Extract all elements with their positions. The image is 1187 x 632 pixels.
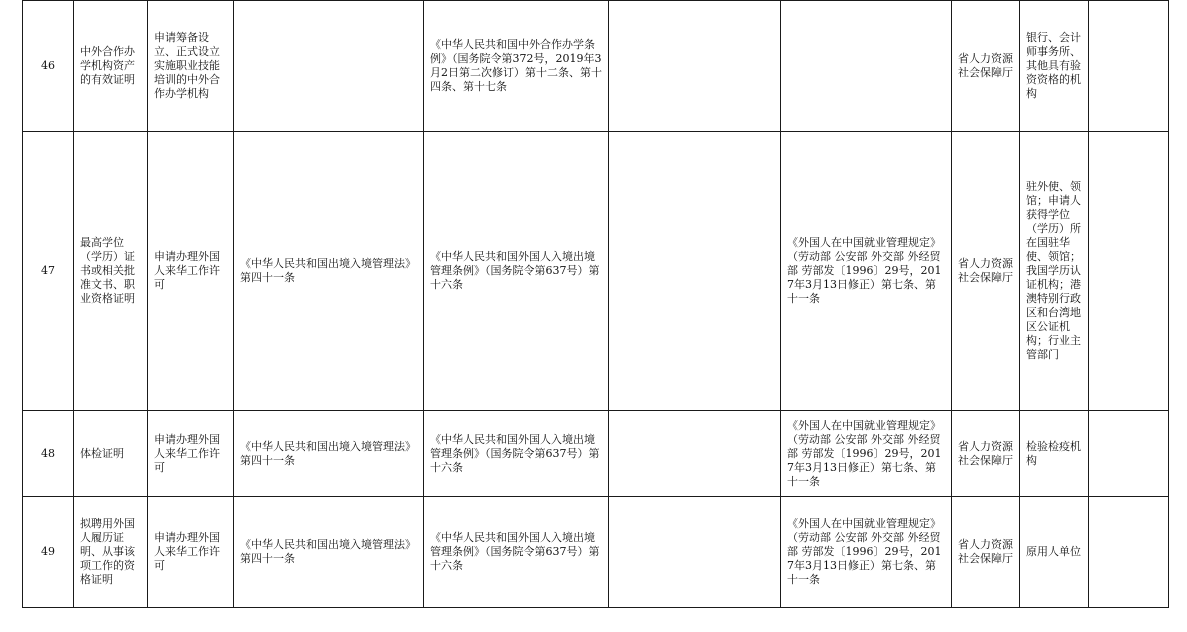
basis-rule: 《外国人在中国就业管理规定》（劳动部 公安部 外交部 外经贸部 劳部发〔1996〕29号，2017年3月13日修正）第七条、第十一条 <box>781 411 952 497</box>
basis-local <box>609 497 781 608</box>
basis-regulation: 《中华人民共和国外国人入境出境管理条例》（国务院令第637号）第十六条 <box>424 132 609 411</box>
note <box>1089 497 1169 608</box>
basis-law <box>234 1 424 132</box>
material-name: 体检证明 <box>74 411 148 497</box>
basis-rule <box>781 1 952 132</box>
row-number: 48 <box>23 411 74 497</box>
row-number: 47 <box>23 132 74 411</box>
department: 省人力资源社会保障厅 <box>952 132 1020 411</box>
basis-law: 《中华人民共和国出境入境管理法》第四十一条 <box>234 411 424 497</box>
material-name: 最高学位（学历）证书或相关批准文书、职业资格证明 <box>74 132 148 411</box>
note <box>1089 1 1169 132</box>
department: 省人力资源社会保障厅 <box>952 1 1020 132</box>
issuing-organization: 驻外使、领馆；申请人获得学位（学历）所在国驻华使、领馆；我国学历认证机构；港澳特别行政区和台湾地区公证机构；行业主管部门 <box>1020 132 1089 411</box>
application-item: 申请筹备设立、正式设立实施职业技能培训的中外合作办学机构 <box>148 1 234 132</box>
note <box>1089 132 1169 411</box>
basis-law: 《中华人民共和国出境入境管理法》第四十一条 <box>234 132 424 411</box>
basis-local <box>609 132 781 411</box>
basis-regulation: 《中华人民共和国外国人入境出境管理条例》（国务院令第637号）第十六条 <box>424 497 609 608</box>
material-name: 中外合作办学机构资产的有效证明 <box>74 1 148 132</box>
material-name: 拟聘用外国人履历证明、从事该项工作的资格证明 <box>74 497 148 608</box>
basis-law: 《中华人民共和国出境入境管理法》第四十一条 <box>234 497 424 608</box>
basis-regulation: 《中华人民共和国外国人入境出境管理条例》（国务院令第637号）第十六条 <box>424 411 609 497</box>
issuing-organization: 银行、会计师事务所、其他具有验资资格的机构 <box>1020 1 1089 132</box>
table-row <box>23 1 1169 132</box>
certificate-materials-table <box>22 0 1169 608</box>
department: 省人力资源社会保障厅 <box>952 497 1020 608</box>
issuing-organization: 检验检疫机构 <box>1020 411 1089 497</box>
issuing-organization: 原用人单位 <box>1020 497 1089 608</box>
note <box>1089 411 1169 497</box>
basis-regulation: 《中华人民共和国中外合作办学条例》（国务院令第372号，2019年3月2日第二次修订）第十二条、第十四条、第十七条 <box>424 1 609 132</box>
table-row <box>23 132 1169 411</box>
department: 省人力资源社会保障厅 <box>952 411 1020 497</box>
application-item: 申请办理外国人来华工作许可 <box>148 497 234 608</box>
basis-local <box>609 411 781 497</box>
application-item: 申请办理外国人来华工作许可 <box>148 132 234 411</box>
row-number: 46 <box>23 1 74 132</box>
basis-rule: 《外国人在中国就业管理规定》（劳动部 公安部 外交部 外经贸部 劳部发〔1996〕29号，2017年3月13日修正）第七条、第十一条 <box>781 132 952 411</box>
table-row <box>23 497 1169 608</box>
basis-rule: 《外国人在中国就业管理规定》（劳动部 公安部 外交部 外经贸部 劳部发〔1996〕29号，2017年3月13日修正）第七条、第十一条 <box>781 497 952 608</box>
basis-local <box>609 1 781 132</box>
application-item: 申请办理外国人来华工作许可 <box>148 411 234 497</box>
row-number: 49 <box>23 497 74 608</box>
table-row <box>23 411 1169 497</box>
